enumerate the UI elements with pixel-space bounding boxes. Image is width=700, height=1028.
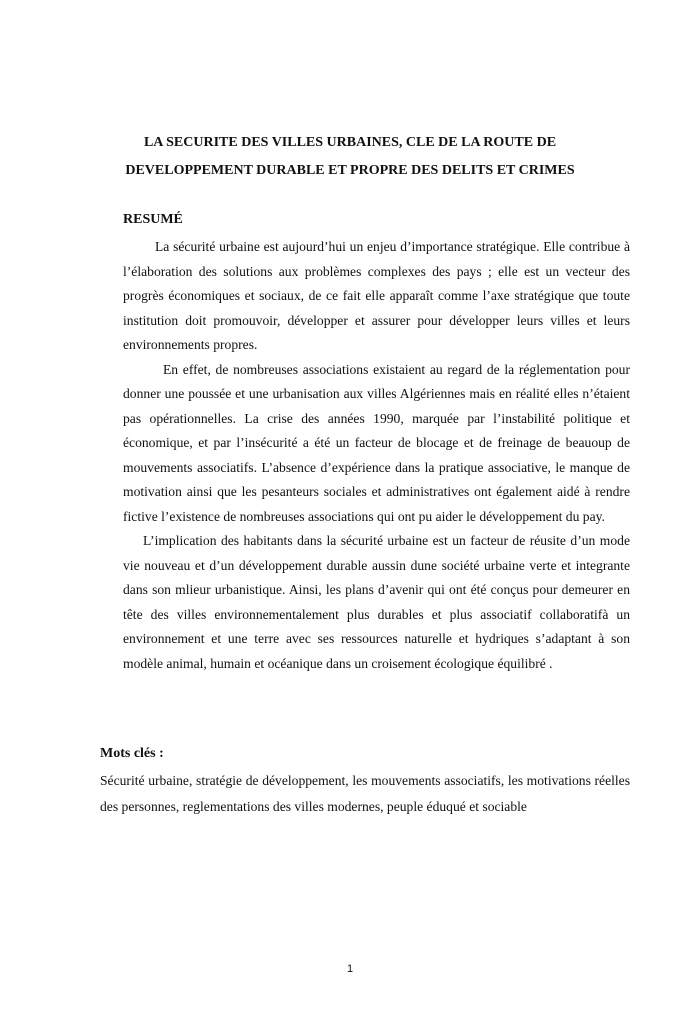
title-line-1: LA SECURITE DES VILLES URBAINES, CLE DE LA ROUTE DE — [143, 135, 557, 150]
keywords-text: Sécurité urbaine, stratégie de développement, les mouvements associatifs, les motivations réelles des personnes, reglementations des villes modernes, peuple éduqué et sociable — [100, 773, 630, 814]
title-line-2: DEVELOPPEMENT DURABLE ET PROPRE DES DELITS ET CRIMES — [125, 163, 575, 178]
page-number: 1 — [346, 963, 354, 975]
abstract-paragraph-3: L’implication des habitants dans la sécurité urbaine est un facteur de réusite d’un mode vie nouveau et d’un développement durable aussin dune société urbaine verte et integrante dans son mlieur urbanistique. Ainsi, les plans d’avenir qui ont été conçus pour demeurer en tête des villes environnementalement plus durables et plus associatif collaboratifà un environnement et une terre avec ses ressources naturelle et hydriques s’adaptant à son modèle animal, humain et océanique dans un croisement écologique équilibré . — [123, 533, 630, 671]
abstract-paragraph-2: En effet, de nombreuses associations existaient au regard de la réglementation pour donner une poussée et une urbanisation aux villes Algériennes mais en réalité elles n’étaient pas opérationnelles. La crise des années 1990, marquée par l’instabilité politique et économique, et par l’insécurité a été un facteur de blocage et de freinage de beauoup de mouvements associatifs. L’absence d’expérience dans la pratique associative, le manque de motivation ainsi que les pesanteurs sociales et administratives ont également aidé à rendre fictive l’existence de nombreuses associations qui ont pu aider le développement du pay. — [123, 361, 630, 524]
keywords-heading: Mots clés : — [100, 746, 164, 761]
abstract-body — [123, 235, 630, 676]
abstract-paragraph-1: La sécurité urbaine est aujourd’hui un enjeu d’importance stratégique. Elle contribue à l’élaboration des solutions aux problèmes complexes des pays ; elle est un vecteur des progrès économiques et sociaux, de ce fait elle apparaît comme l’axe stratégique que toute institution doit promouvoir, développer et assurer pour développer leurs villes et leurs environnements propres. — [123, 239, 630, 352]
abstract-heading: RESUMÉ — [123, 212, 183, 227]
